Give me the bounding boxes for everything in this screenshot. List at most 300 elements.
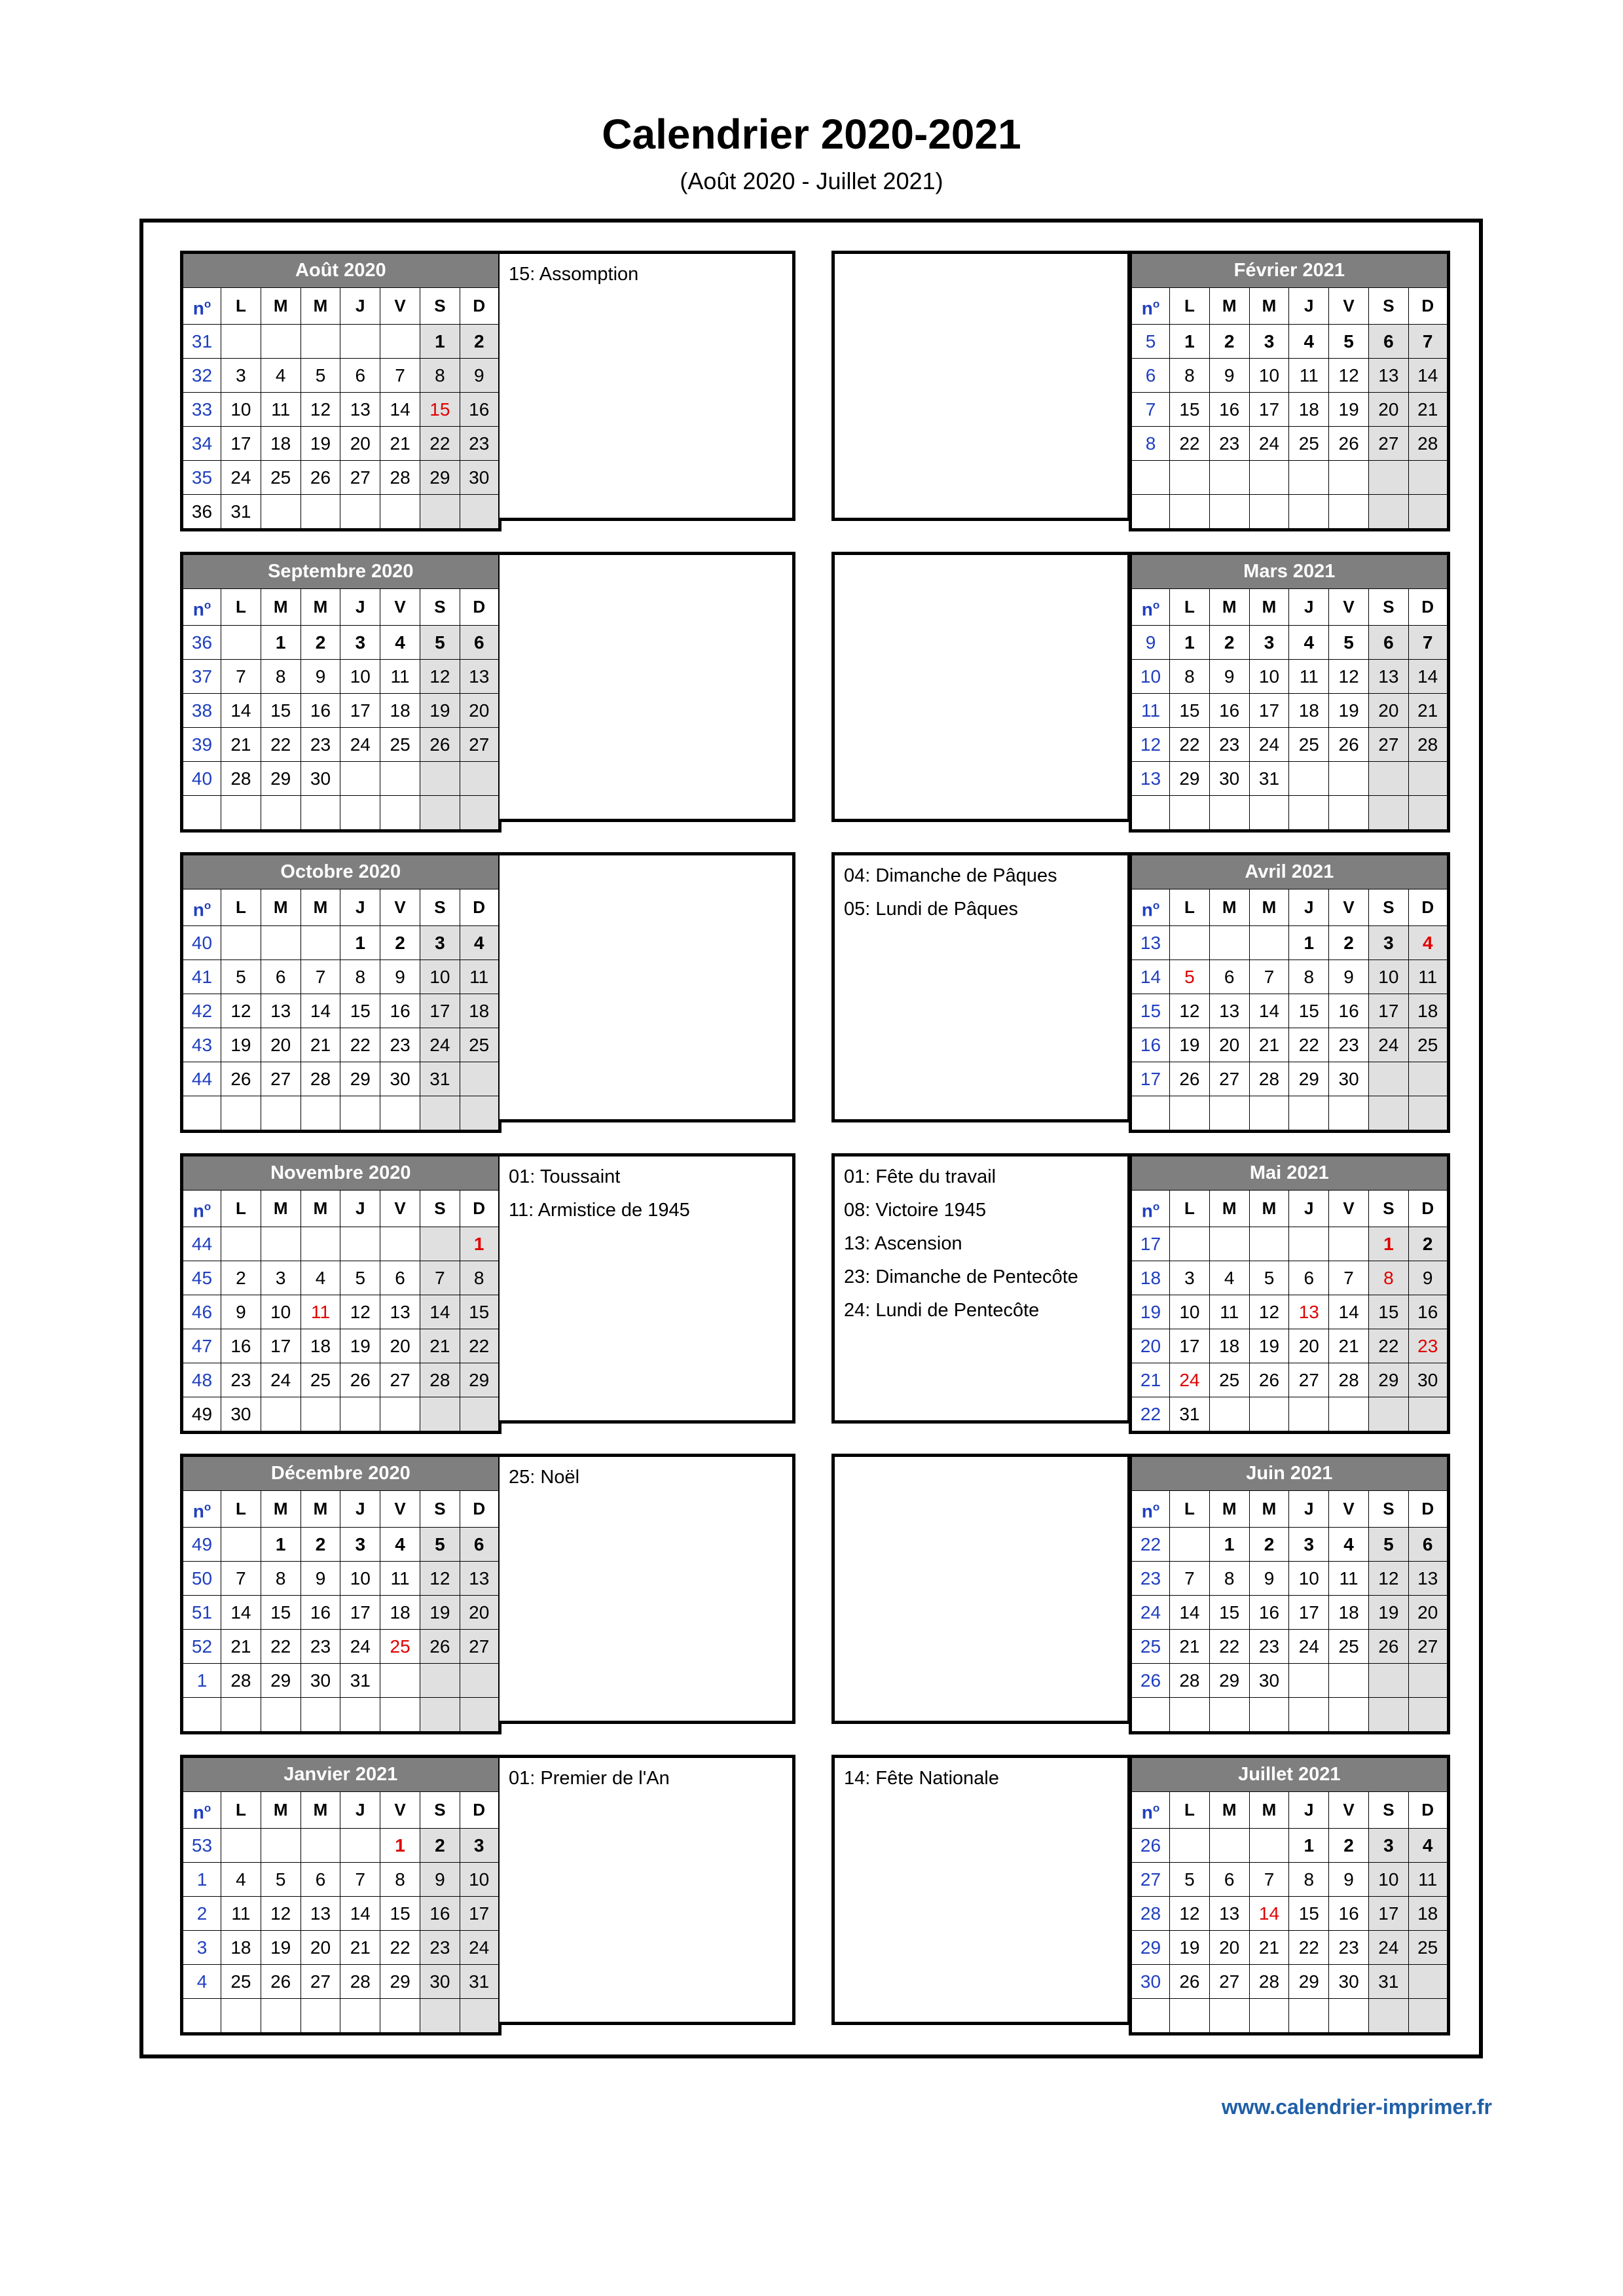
day-cell: 1 [1368,1227,1408,1261]
day-header: V [380,889,420,926]
day-header: J [340,1491,380,1528]
empty-cell [261,796,301,831]
week-number: 42 [182,994,221,1028]
day-cell: 11 [1408,1863,1448,1897]
empty-cell [1289,762,1329,796]
empty-cell [301,1397,340,1433]
day-cell: 3 [460,1829,500,1863]
day-header: M [1249,1792,1289,1829]
day-header: J [340,889,380,926]
day-cell: 19 [1329,393,1369,427]
empty-cell [460,796,500,831]
day-cell: 18 [380,694,420,728]
day-cell: 3 [261,1261,301,1295]
day-header: V [1329,1491,1369,1528]
day-cell: 6 [1368,626,1408,660]
day-cell: 16 [420,1897,460,1931]
empty-cell [1408,1965,1448,1999]
week-number: 17 [1131,1227,1170,1261]
month-block [180,1153,795,1424]
day-cell: 8 [1209,1562,1249,1596]
empty-cell [1368,1062,1408,1096]
month-table [180,1454,501,1734]
empty-cell [1329,1664,1369,1698]
day-cell: 15 [460,1295,500,1329]
holiday-note: 24: Lundi de Pentecôte [844,1300,1040,1321]
week-number-header: $n^o$ [1131,589,1170,626]
week-number: 7 [1131,393,1170,427]
day-cell: 1 [1170,325,1210,359]
week-number: 49 [182,1397,221,1433]
day-cell: 9 [1209,660,1249,694]
day-cell: 9 [1209,359,1249,393]
day-cell: 24 [221,461,261,495]
week-number [182,1096,221,1132]
day-cell: 18 [1329,1596,1369,1630]
page-subtitle: (Août 2020 - Juillet 2021) [680,168,943,194]
week-number [1131,1698,1170,1733]
day-cell: 10 [340,1562,380,1596]
day-cell: 2 [460,325,500,359]
empty-cell [1249,796,1289,831]
week-number-header: $n^o$ [1131,288,1170,325]
day-cell: 29 [460,1363,500,1397]
holiday-notes [831,251,1129,521]
day-header: D [460,1491,500,1528]
empty-cell [1329,796,1369,831]
week-number: 17 [1131,1062,1170,1096]
day-cell: 24 [1170,1363,1210,1397]
day-header: D [460,589,500,626]
day-cell: 13 [261,994,301,1028]
day-cell: 17 [460,1897,500,1931]
holiday-note: 13: Ascension [844,1233,962,1254]
day-cell: 16 [380,994,420,1028]
day-header: J [340,288,380,325]
day-cell: 28 [221,762,261,796]
day-cell: 27 [1209,1965,1249,1999]
day-header: M [1249,1491,1289,1528]
day-cell: 19 [340,1329,380,1363]
empty-cell [340,796,380,831]
day-cell: 20 [460,694,500,728]
day-header: J [340,1792,380,1829]
day-cell: 21 [221,728,261,762]
day-cell: 26 [1329,427,1369,461]
day-cell: 4 [460,926,500,960]
empty-cell [261,325,301,359]
day-cell: 18 [1209,1329,1249,1363]
day-cell: 10 [221,393,261,427]
day-header: S [1368,288,1408,325]
month-name: Septembre 2020 [182,554,500,589]
day-header: J [1289,288,1329,325]
day-cell: 24 [1249,728,1289,762]
day-cell: 17 [1368,1897,1408,1931]
empty-cell [380,796,420,831]
empty-cell [301,495,340,530]
day-header: L [1170,889,1210,926]
day-cell: 15 [380,1897,420,1931]
day-cell: 22 [261,728,301,762]
day-cell: 5 [420,626,460,660]
empty-cell [1368,1698,1408,1733]
day-cell: 16 [460,393,500,427]
week-number [1131,461,1170,495]
week-number: 13 [1131,926,1170,960]
day-cell: 20 [1368,694,1408,728]
month-block [831,1755,1447,2025]
day-cell: 12 [301,393,340,427]
week-number-header-sup: o [204,1501,211,1513]
day-cell: 19 [221,1028,261,1062]
website-link[interactable]: www.calendrier-imprimer.fr [1221,2095,1492,2119]
month-table [180,852,501,1133]
month-block [831,552,1447,822]
empty-cell [1249,926,1289,960]
month-table [180,1153,501,1434]
empty-cell [460,1698,500,1733]
day-cell: 28 [1170,1664,1210,1698]
month-name: Août 2020 [182,253,500,288]
day-cell: 15 [1289,1897,1329,1931]
empty-cell [1408,1698,1448,1733]
empty-cell [1329,495,1369,530]
day-header: V [1329,1792,1369,1829]
day-cell: 9 [301,1562,340,1596]
empty-cell [1170,1698,1210,1733]
week-number: 13 [1131,762,1170,796]
day-cell: 17 [221,427,261,461]
day-cell: 3 [1368,1829,1408,1863]
day-cell: 14 [301,994,340,1028]
day-cell: 7 [340,1863,380,1897]
day-cell: 7 [221,1562,261,1596]
day-cell: 11 [1289,660,1329,694]
week-number-header-sup: o [1152,298,1160,310]
empty-cell [380,762,420,796]
holiday-notes [498,1153,795,1424]
week-number: 38 [182,694,221,728]
day-cell: 3 [1289,1528,1329,1562]
empty-cell [1408,762,1448,796]
day-cell: 22 [1368,1329,1408,1363]
day-cell: 27 [1368,728,1408,762]
day-header: L [1170,1792,1210,1829]
day-cell: 7 [1408,325,1448,359]
week-number [182,1999,221,2034]
day-cell: 15 [1289,994,1329,1028]
day-cell: 13 [1368,359,1408,393]
day-cell: 13 [380,1295,420,1329]
day-cell: 27 [261,1062,301,1096]
holiday-note: 01: Fête du travail [844,1166,996,1187]
day-cell: 9 [460,359,500,393]
day-cell: 29 [340,1062,380,1096]
empty-cell [221,1829,261,1863]
week-number: 41 [182,960,221,994]
empty-cell [1408,1664,1448,1698]
week-number-header-sup: o [204,298,211,310]
empty-cell [1170,1096,1210,1132]
holiday-notes [831,1755,1129,2025]
week-number: 20 [1131,1329,1170,1363]
day-header: D [460,1792,500,1829]
day-cell: 29 [261,762,301,796]
week-number: 10 [1131,660,1170,694]
day-cell: 7 [301,960,340,994]
empty-cell [261,1829,301,1863]
empty-cell [1209,796,1249,831]
day-cell: 23 [1329,1028,1369,1062]
month-block [831,1153,1447,1424]
holiday-notes [498,251,795,521]
day-cell: 25 [460,1028,500,1062]
week-number-header-sup: o [1152,1501,1160,1513]
empty-cell [340,762,380,796]
month-name: Mai 2021 [1131,1155,1449,1191]
day-cell: 28 [1408,728,1448,762]
empty-cell [1209,1397,1249,1433]
day-cell: 14 [221,1596,261,1630]
month-table [1129,1755,1450,2036]
day-cell: 26 [420,1630,460,1664]
empty-cell [1249,1096,1289,1132]
day-cell: 24 [261,1363,301,1397]
day-cell: 20 [340,427,380,461]
empty-cell [1170,461,1210,495]
empty-cell [1368,762,1408,796]
day-cell: 1 [1289,926,1329,960]
day-cell: 9 [1408,1261,1448,1295]
empty-cell [1329,1698,1369,1733]
day-cell: 22 [1170,728,1210,762]
empty-cell [380,1664,420,1698]
week-number: 51 [182,1596,221,1630]
day-cell: 8 [380,1863,420,1897]
empty-cell [261,926,301,960]
day-cell: 18 [380,1596,420,1630]
empty-cell [1408,1397,1448,1433]
month-table [180,251,501,531]
day-header: J [340,1191,380,1227]
week-number: 22 [1131,1528,1170,1562]
empty-cell [1408,1062,1448,1096]
day-cell: 7 [1170,1562,1210,1596]
day-cell: 15 [1170,393,1210,427]
empty-cell [420,1397,460,1433]
day-header: J [1289,1491,1329,1528]
day-cell: 21 [1170,1630,1210,1664]
day-cell: 23 [420,1931,460,1965]
day-cell: 6 [1368,325,1408,359]
day-cell: 8 [1289,960,1329,994]
day-cell: 23 [380,1028,420,1062]
day-cell: 5 [1249,1261,1289,1295]
empty-cell [221,1528,261,1562]
day-header: S [420,1491,460,1528]
day-cell: 11 [1329,1562,1369,1596]
day-cell: 2 [1329,1829,1369,1863]
day-cell: 13 [460,660,500,694]
month-name: Février 2021 [1131,253,1449,288]
empty-cell [301,1227,340,1261]
week-number: 30 [1131,1965,1170,1999]
empty-cell [460,1096,500,1132]
day-cell: 11 [301,1295,340,1329]
day-cell: 11 [380,660,420,694]
day-cell: 31 [420,1062,460,1096]
empty-cell [1289,796,1329,831]
day-cell: 18 [1289,393,1329,427]
day-header: M [301,1491,340,1528]
day-cell: 7 [420,1261,460,1295]
week-number: 21 [1131,1363,1170,1397]
week-number: 18 [1131,1261,1170,1295]
day-cell: 23 [460,427,500,461]
day-cell: 21 [1408,393,1448,427]
day-cell: 18 [221,1931,261,1965]
day-header: D [1408,889,1448,926]
day-cell: 9 [301,660,340,694]
day-cell: 19 [1368,1596,1408,1630]
day-cell: 29 [1289,1062,1329,1096]
day-cell: 6 [460,626,500,660]
empty-cell [261,1096,301,1132]
day-cell: 17 [340,1596,380,1630]
day-cell: 26 [1170,1965,1210,1999]
day-cell: 5 [221,960,261,994]
day-cell: 15 [261,694,301,728]
empty-cell [380,1999,420,2034]
day-cell: 6 [261,960,301,994]
day-cell: 14 [380,393,420,427]
day-cell: 2 [1209,325,1249,359]
empty-cell [1289,1227,1329,1261]
day-cell: 17 [1170,1329,1210,1363]
day-cell: 15 [340,994,380,1028]
day-cell: 18 [1408,994,1448,1028]
day-cell: 13 [1289,1295,1329,1329]
page-title: Calendrier 2020-2021 [602,111,1021,158]
empty-cell [301,1096,340,1132]
week-number-header: $n^o$ [1131,1191,1170,1227]
week-number-header-sup: o [204,1200,211,1213]
day-cell: 13 [340,393,380,427]
day-cell: 10 [1249,660,1289,694]
day-header: V [1329,288,1369,325]
day-header: M [1249,589,1289,626]
day-header: S [1368,889,1408,926]
month-block [180,251,795,521]
day-cell: 10 [420,960,460,994]
empty-cell [1329,1999,1369,2034]
day-cell: 9 [1249,1562,1289,1596]
day-header: L [221,1792,261,1829]
empty-cell [1329,1227,1369,1261]
day-cell: 10 [261,1295,301,1329]
empty-cell [1249,1829,1289,1863]
day-cell: 2 [1249,1528,1289,1562]
day-cell: 20 [1209,1931,1249,1965]
day-cell: 11 [221,1897,261,1931]
empty-cell [1170,796,1210,831]
week-number: 26 [1131,1829,1170,1863]
holiday-note: 14: Fête Nationale [844,1768,999,1789]
day-cell: 4 [221,1863,261,1897]
day-cell: 3 [1170,1261,1210,1295]
empty-cell [340,325,380,359]
day-header: L [1170,288,1210,325]
week-number-header-sup: o [204,899,211,912]
day-cell: 31 [460,1965,500,1999]
day-cell: 6 [1209,1863,1249,1897]
day-cell: 7 [380,359,420,393]
day-cell: 3 [340,626,380,660]
empty-cell [1249,1397,1289,1433]
day-cell: 23 [1209,427,1249,461]
empty-cell [1170,1999,1210,2034]
day-cell: 23 [301,728,340,762]
day-cell: 22 [380,1931,420,1965]
week-number [182,1698,221,1733]
day-cell: 29 [1368,1363,1408,1397]
empty-cell [1170,495,1210,530]
day-cell: 4 [380,626,420,660]
day-cell: 22 [1170,427,1210,461]
day-header: D [460,889,500,926]
day-header: M [261,1491,301,1528]
week-number [1131,1999,1170,2034]
day-cell: 21 [1329,1329,1369,1363]
day-cell: 27 [1368,427,1408,461]
day-cell: 17 [420,994,460,1028]
empty-cell [420,1096,460,1132]
day-cell: 5 [301,359,340,393]
day-cell: 19 [1329,694,1369,728]
holiday-notes [831,1153,1129,1424]
day-cell: 7 [1408,626,1448,660]
day-cell: 28 [1249,1062,1289,1096]
day-cell: 25 [221,1965,261,1999]
day-cell: 8 [420,359,460,393]
day-cell: 22 [1289,1028,1329,1062]
day-cell: 17 [261,1329,301,1363]
day-cell: 3 [1249,626,1289,660]
day-cell: 15 [420,393,460,427]
month-name: Juin 2021 [1131,1456,1449,1491]
day-cell: 20 [460,1596,500,1630]
day-cell: 10 [1249,359,1289,393]
day-cell: 26 [1170,1062,1210,1096]
day-cell: 26 [1368,1630,1408,1664]
day-cell: 18 [261,427,301,461]
holiday-notes [831,852,1129,1122]
day-cell: 26 [1249,1363,1289,1397]
week-number: 16 [1131,1028,1170,1062]
week-number: 29 [1131,1931,1170,1965]
day-header: V [380,1792,420,1829]
day-cell: 15 [1368,1295,1408,1329]
day-header: M [301,589,340,626]
day-header: M [261,889,301,926]
holiday-notes [498,552,795,822]
week-number-header-sup: o [204,1802,211,1814]
empty-cell [1170,1528,1210,1562]
day-cell: 4 [1289,325,1329,359]
week-number [1131,796,1170,831]
day-cell: 3 [340,1528,380,1562]
